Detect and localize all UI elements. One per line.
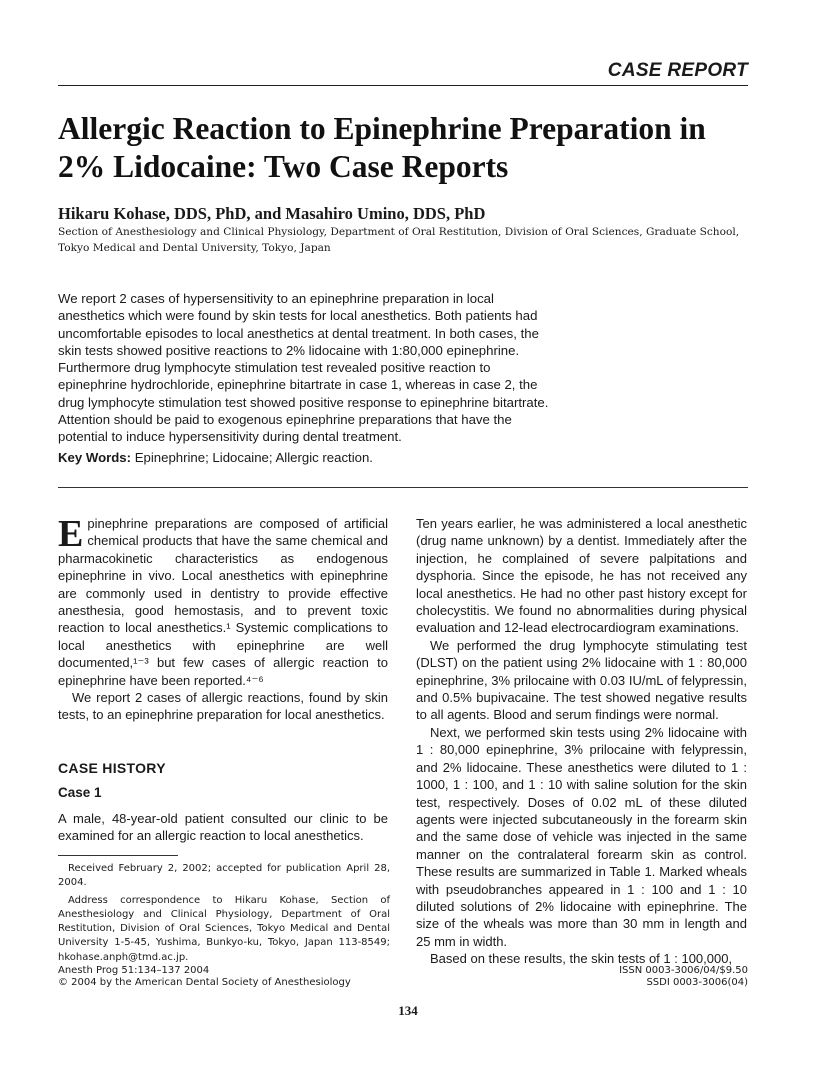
abstract-divider [58, 487, 748, 488]
left-column-intro [58, 515, 388, 724]
abstract: We report 2 cases of hypersensitivity to an epinephrine preparation in local anesthetics which were found by skin tests for local anesthetics. Both patients had uncomfortable episodes to local anesthetics at dental treatment. In both cases, the skin tests showed positive reactions to 2% lidocaine with 1:80,000 epinephrine. Furthermore drug lymphocyte stimulation test revealed positive reaction to epinephrine hydrochloride, epinephrine bitartrate in case 1, whereas in case 2, the drug lymphocyte stimulation test showed positive response to epinephrine bitartrate. Attention should be paid to exogenous epinephrine preparations that have the potential to induce hypersensitivity during dental treatment. [58, 291, 549, 445]
footnote-rule [58, 855, 178, 856]
keywords-list: Epinephrine; Lidocaine; Allergic reaction. [134, 450, 373, 465]
correspondence-note: Address correspondence to Hikaru Kohase, Section of Anesthesiology and Clinical Physiology, Department of Oral Restitution, Division of Oral Sciences, Tokyo Medical and Dental University 1-5-45, Yushima, Bunkyo-ku, Tokyo, Japan 113-8549; hkohase.anph@tmd.ac.jp. [58, 894, 390, 963]
author-line: Hikaru Kohase, DDS, PhD, and Masahiro Umino, DDS, PhD [58, 204, 486, 223]
drop-cap: E [58, 513, 84, 555]
page-number: 134 [398, 1003, 418, 1018]
keywords-label: Key Words: [58, 450, 132, 465]
intro-paragraph-1: Epinephrine preparations are composed of artificial chemical products that have the same chemical and pharmacokinetic characteristics as endogenous epinephrine in vivo. Local anesthetics with epinephrine are commonly used in dentistry to provide effective anesthesia, good hemostasis, and to prevent toxic reaction to local anesthetics.¹ Systemic complications to local anesthetics with epinephrine are well documented,¹⁻³ but few cases of allergic reaction to epinephrine have been reported.⁴⁻⁶ [58, 513, 388, 688]
journal-info [58, 965, 351, 989]
footnotes [58, 862, 390, 968]
ssdi: SSDI 0003-3006(04) [646, 977, 748, 988]
journal-citation: Anesth Prog 51:134–137 2004 [58, 965, 210, 976]
header-rule [58, 85, 748, 86]
case1-paragraph-1: A male, 48-year-old patient consulted our clinic to be examined for an allergic reaction to local anesthetics. [58, 811, 388, 844]
affiliation: Section of Anesthesiology and Clinical Physiology, Department of Oral Restitution, Division of Oral Sciences, Graduate School, Tokyo Medical and Dental University, Tokyo, Japan [58, 226, 740, 254]
heading-case-1: Case 1 [58, 785, 102, 800]
received-note: Received February 2, 2002; accepted for publication April 28, 2004. [58, 863, 390, 889]
right-paragraph-3: Next, we performed skin tests using 2% lidocaine with 1 : 80,000 epinephrine, 3% prilocaine with felypressin, and 2% lidocaine. These anesthetics were diluted to 1 : 1000, 1 : 100, and 1 : 10 with saline solution for the skin test, respectively. Doses of 0.02 mL of these diluted agents were injected subcutaneously in the forearm skin and the same dose of vehicle was injected in the same manner on the contralateral forearm skin as control. These results are summarized in Table 1. Marked wheals with pseudobranches appeared in 1 : 100 and 1 : 10 diluted solutions of 2% lidocaine with epinephrine. The size of the wheals was more than 30 mm in length and 25 mm in width. [416, 724, 747, 949]
issn-info [619, 965, 748, 989]
copyright: © 2004 by the American Dental Society of Anesthesiology [58, 977, 351, 988]
right-paragraph-1: Ten years earlier, he was administered a local anesthetic (drug name unknown) by a dentist. Immediately after the injection, he complained of severe palpitations and dysphoria. Since the episode, he has not received any local anesthetics. He had no other past history except for cholecystitis. We found no abnormalities during physical evaluation and 12-lead electrocardiogram examinations. [416, 516, 747, 636]
heading-case-history: CASE HISTORY [58, 760, 166, 776]
keywords [58, 450, 373, 465]
issn: ISSN 0003-3006/04/$9.50 [619, 965, 748, 976]
intro-paragraph-2: We report 2 cases of allergic reactions, found by skin tests, to an epinephrine preparation for local anesthetics. [58, 690, 388, 723]
right-paragraph-2: We performed the drug lymphocyte stimulating test (DLST) on the patient using 2% lidocaine with 1 : 80,000 epinephrine, 3% prilocaine with 0.03 IU/mL of felypressin, and 0.5% bupivacaine. The test showed negative results to all agents. Blood and serum findings were normal. [416, 637, 747, 723]
right-paragraph-4: Based on these results, the skin tests of 1 : 100,000, [430, 951, 733, 967]
article-title: Allergic Reaction to Epinephrine Preparation in 2% Lidocaine: Two Case Reports [58, 111, 706, 184]
right-column [416, 515, 747, 968]
section-label: CASE REPORT [607, 60, 748, 81]
